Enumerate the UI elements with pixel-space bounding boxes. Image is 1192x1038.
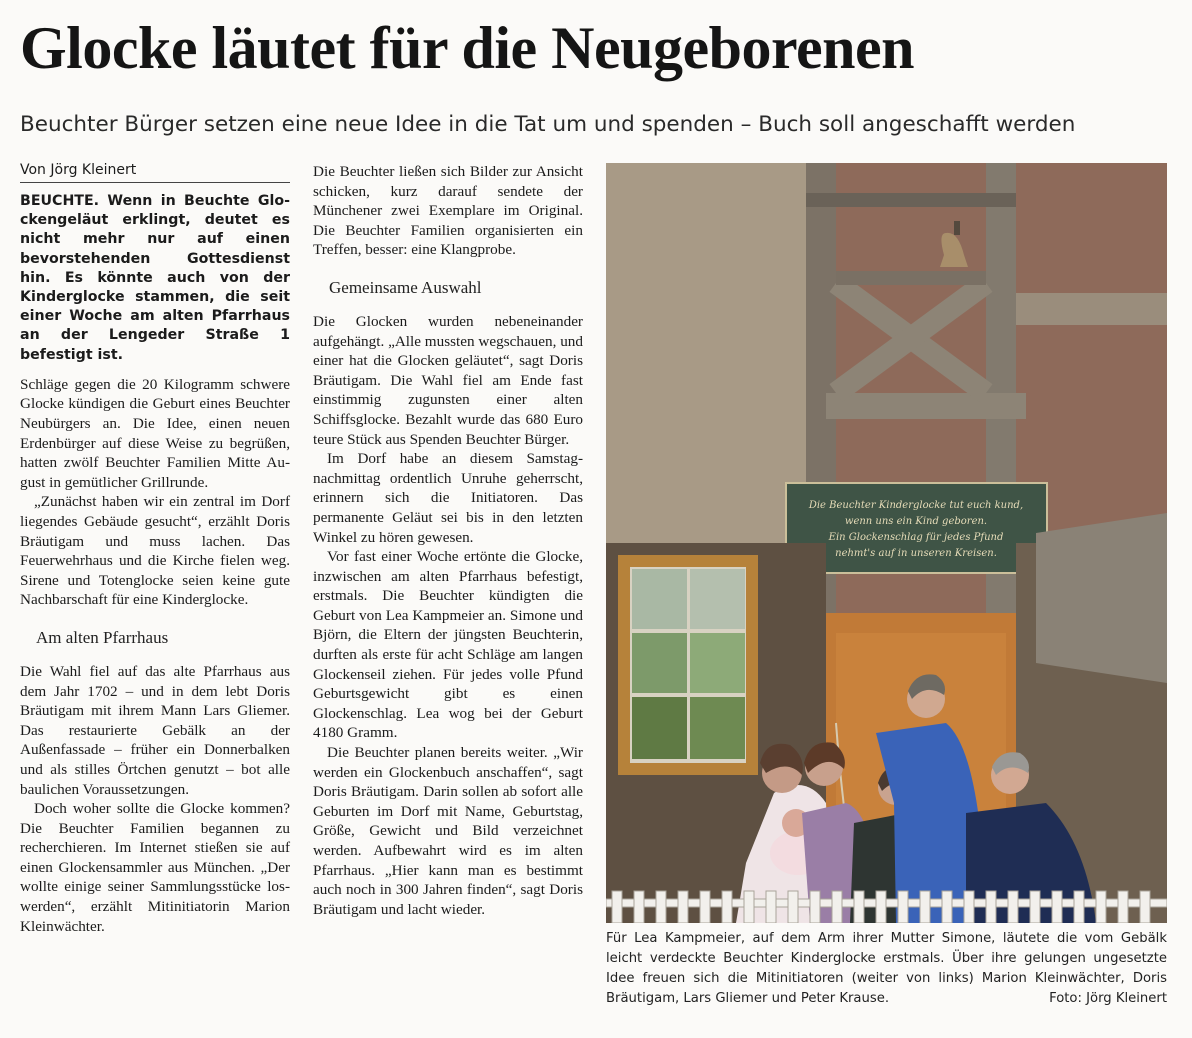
body-paragraph: Die Wahl fiel auf das alte Pfarrhaus aus dem Jahr 1702 – und in dem lebt Doris Bräutigam mit ihrem Mann Lars Gliemer. Das restaurierte Gebälk an der Außenfassade – früher ein Donnerbalken und als stilles Örtchen genutzt – bot alle baulichen Voraussetzungen. — [20, 662, 290, 798]
caption-text: Für Lea Kampmeier, auf dem Arm ihrer Mutter Simone, läutete die vom Gebälk leicht verdeckte Beuchter Kinderglocke erstmals. Über ihre gelungen ungesetzte Idee freuen sich die Mitinitiatoren (weiter von links) Marion Kleinwächter, Doris Bräutigam, Lars Gliemer und Peter Krause. — [606, 931, 1167, 1006]
body-paragraph: Schläge gegen die 20 Kilogramm schwere Glocke kündigen die Geburt eines Beuchter Neubürgers an. Die Idee, einen neuen Erdenbürger auf diese Weise zu begrüßen, hatten zwölf Beuchter Familien Mitte August in gemütlicher Grillrunde. — [20, 375, 290, 491]
photo-credit: Foto: Jörg Kleinert — [1049, 991, 1167, 1006]
subheadline: Beuchter Bürger setzen eine neue Idee in die Tat um und spenden – Buch soll angeschafft werden — [20, 112, 1076, 137]
body-paragraph: Vor fast einer Woche ertönte die Glocke, inzwischen am alten Pfarrhaus befestigt, erstmals. Die Beuchter kündigten die Geburt von Lea Kampmeier an. Simone und Björn, die Eltern der jüngsten Beuchterin, durften als erste für acht Schläge am langen Glockenseil ziehen. Für jedes volle Pfund Geburtsgewicht gibt es einen Glockenschlag. Lea wog bei der Geburt 4180 Gramm. — [313, 548, 583, 742]
sign-line: Ein Glockenschlag für jedes Pfund — [828, 532, 1004, 543]
subhead-am-alten-pfarrhaus: Am alten Pfarrhaus — [36, 627, 169, 647]
sign-line: Die Beuchter Kinderglocke tut euch kund, — [808, 500, 1024, 511]
body-paragraph: Die Beuchter ließen sich Bilder zur Ansicht schicken, kurz darauf sendete der Münchener zwei Exemplare im Original. Die Beuchter Familien organisierten ein Treffen, besser: eine Klangprobe. — [313, 163, 583, 259]
body-paragraph: Doch woher sollte die Glocke kommen? Die Beuchter Familien begannen zu recherchieren. Im Internet stießen sie auf einen Glockensammler aus München. „Der wollte einige seiner Sammlungsstücke loswerden“, erzählt Mitinitiatorin Marion Kleinwächter. — [20, 800, 290, 935]
body-paragraph: Die Glocken wurden nebeneinander aufgehängt. „Alle mussten wegschauen, und einer hat die Glocken geläutet“, sagt Doris Bräutigam. Die Wahl fiel am Ende fast einstimmig zugunsten einer alten Schiffsglocke. Bezahlt wurde das 680 Euro teure Stück aus Spenden Beuchter Bürger. — [313, 312, 583, 448]
column-2 — [313, 162, 583, 919]
body-paragraph: Im Dorf habe an diesem Samstagnachmittag ordentlich Unruhe geherrscht, erinnern sich die Initiatoren. Das permanente Geläut sei bis in den letzten Winkel zu hören gewesen. — [313, 450, 583, 546]
sign-line: wenn uns ein Kind geboren. — [844, 516, 988, 527]
subhead-gemeinsame-auswahl: Gemeinsame Auswahl — [329, 277, 482, 297]
article-photo — [606, 163, 1167, 923]
headline: Glocke läutet für die Neugeborenen — [20, 15, 915, 81]
sign-line: nehmt's auf in unseren Kreisen. — [835, 548, 997, 559]
column-1 — [20, 162, 290, 936]
body-paragraph: Die Beuchter planen bereits weiter. „Wir werden ein Glockenbuch anschaffen“, sagt Doris Bräutigam. Darin sollen ab sofort alle Geburten im Dorf mit Name, Geburtstag, Größe, Gewicht und Bild verzeichnet werden. Aufbewahrt wird es im alten Pfarrhaus. „Hier kann man es bestimmt auch noch in 300 Jahren finden“, sagt Doris Bräutigam und lacht wieder. — [313, 744, 583, 918]
lead-paragraph: BEUCHTE. Wenn in Beuchte Glockengeläut erklingt, deutet es nicht mehr nur auf einen bevorstehenden Gottesdienst hin. Es könnte auch von der Kinderglocke stammen, die seit einer Woche am alten Pfarrhaus an der Lengeder Straße 1 befestigt ist. — [20, 193, 290, 363]
photo-illustration — [606, 163, 1167, 923]
photo-caption — [606, 929, 1167, 1009]
byline: Von Jörg Kleinert — [20, 162, 290, 183]
body-paragraph: „Zunächst haben wir ein zentral im Dorf liegendes Gebäude gesucht“, erzählt Doris Bräutigam und muss lachen. Das Feuerwehrhaus und die Kirche fielen weg. Sirene und Totenglocke seien keine gute Nachbarschaft für eine Kinderglocke. — [20, 493, 290, 609]
